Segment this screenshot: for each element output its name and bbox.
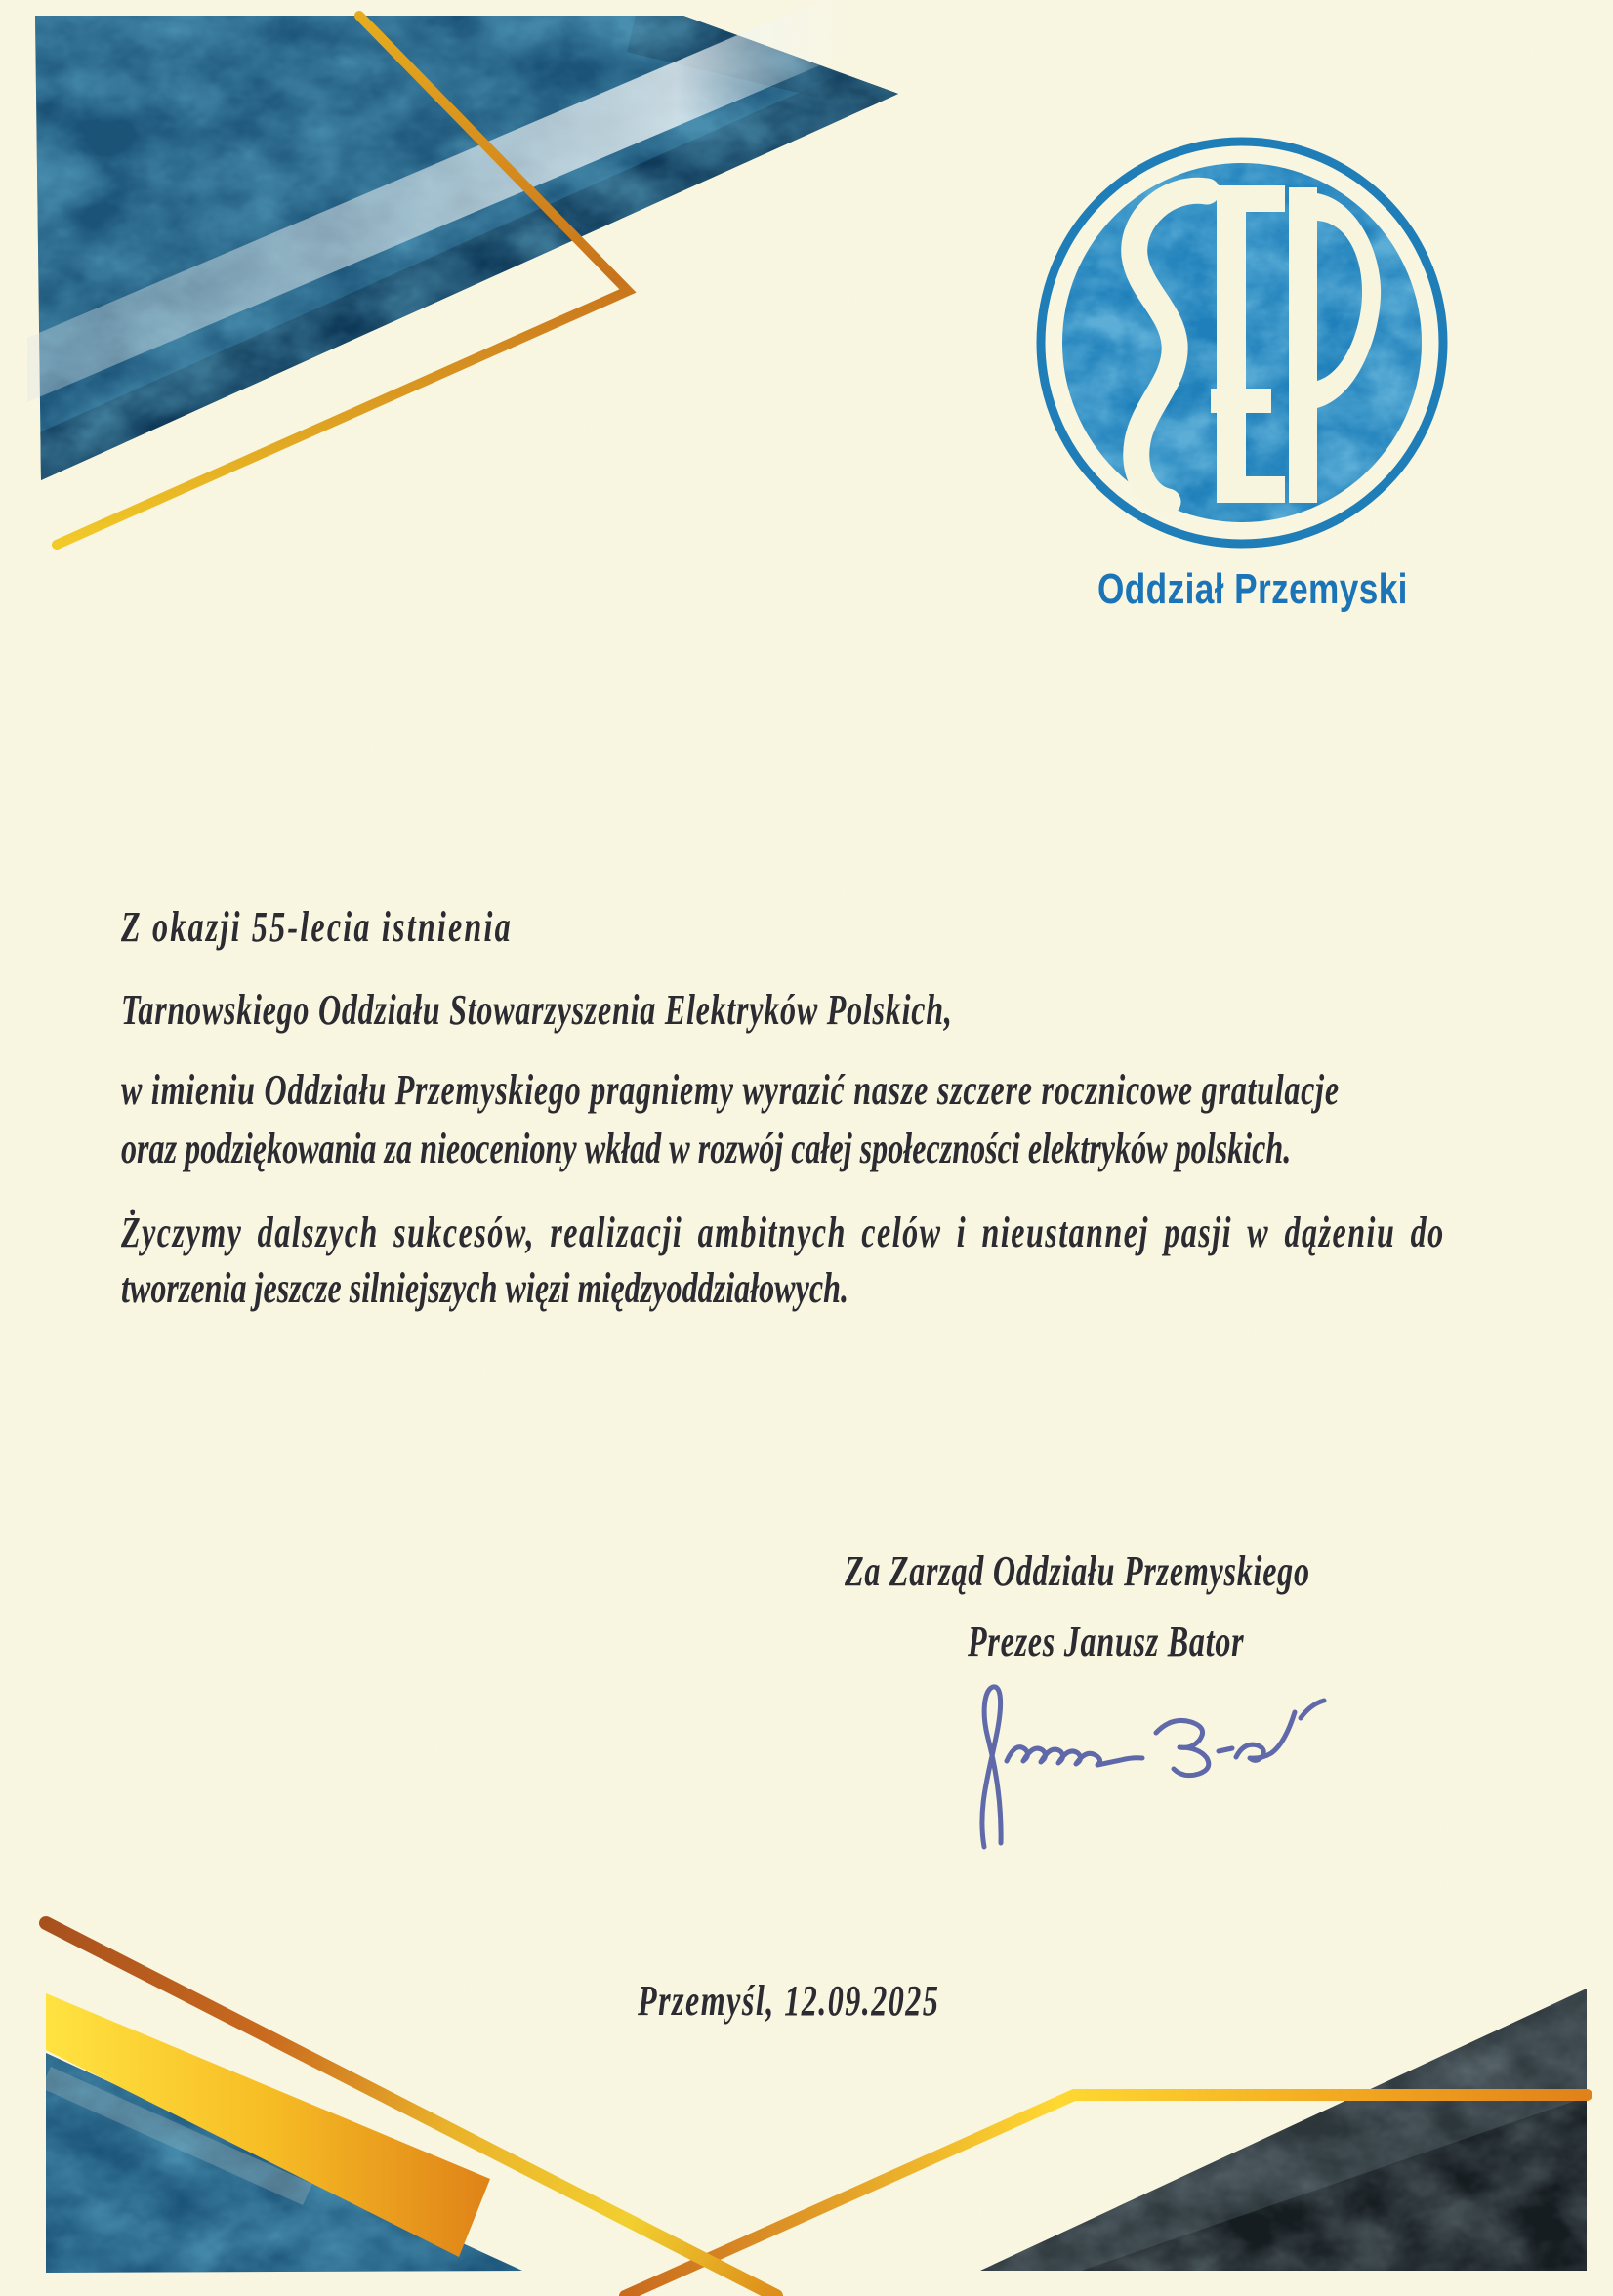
letter-line-4: oraz podziękowania za nieoceniony wkład w rozwój całej społeczności elektryków polskich. xyxy=(121,1125,1292,1172)
closing-org-line: Za Zarząd Oddziału Przemyskiego xyxy=(845,1547,1310,1595)
letter-e-bottom xyxy=(1217,476,1285,503)
letter-line-1: Z okazji 55-lecia istnienia xyxy=(121,903,513,951)
logo-branch-label: Oddział Przemyski xyxy=(1097,565,1408,613)
sep-logo xyxy=(1041,142,1443,544)
dateline: Przemyśl, 12.09.2025 xyxy=(638,1977,940,2025)
closing-signer-line: Prezes Janusz Bator xyxy=(968,1618,1245,1665)
letter-line-3: w imieniu Oddziału Przemyskiego pragniemy wyrazić nasze szczere rocznicowe gratulacje xyxy=(121,1066,1340,1114)
letter-e-mid xyxy=(1211,389,1271,413)
letter-line-2: Tarnowskiego Oddziału Stowarzyszenia Elektryków Polskich, xyxy=(121,986,953,1034)
letter-e-spine xyxy=(1217,185,1246,503)
letter-p-stem xyxy=(1289,187,1317,503)
letter-line-5: Życzymy dalszych sukcesów, realizacji ambitnych celów i nieustannej pasji w dążeniu do xyxy=(121,1209,1445,1256)
letter-line-6: tworzenia jeszcze silniejszych więzi międzyoddziałowych. xyxy=(121,1264,849,1312)
letter-e-top xyxy=(1217,185,1285,212)
